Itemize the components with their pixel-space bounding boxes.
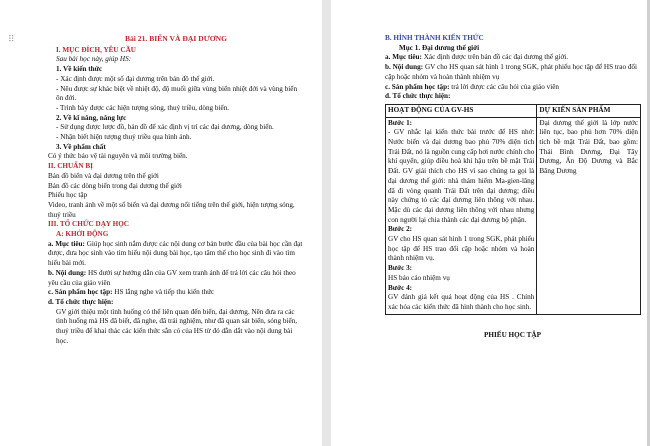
- objective-text: Giúp học sinh nắm được các nội dung cơ bản bước đầu của bài học cần đạt được, đưa học sinh vào tìm hiểu nội dung bài học, tạo tâm thế cho học sinh đi vào tìm hiểu bài mới.: [48, 239, 303, 268]
- step-text: GV đánh giá kết quả hoạt động của HS . Chính xác hóa các kiến thức đã hình thành cho học sinh.: [388, 293, 535, 311]
- warmup-heading: A: KHỞI ĐỘNG: [56, 230, 109, 239]
- objective-paragraph: [385, 53, 640, 63]
- content-label: b. Nội dung:: [48, 268, 87, 277]
- step-text: - GV nhắc lại kiến thức bài trước để HS nhớ: Nước biển và đại dương bao phủ 70% diện tích Trái Đất, nó là nguồn cung cấp hơi nước chính cho khí quyển, giúp điều hoà khí hậu trên bề mặt Trái Đất. GV giải thích cho HS vì sao chúng ta gọi là đại dương thế giới: nhà thám hiểm Ma-gien-lăng đã đi vòng quanh Trái Đất trên đại dương; điều này chứng tỏ các đại dương liên thông với nhau. Mặc dù các đại dương liên thông với nhau nhưng con người lại chia thành các đại dương bộ phận.: [388, 128, 535, 224]
- objective-label: a. Mục tiêu:: [48, 239, 85, 248]
- product-label: c. Sản phẩm học tập:: [385, 82, 450, 91]
- prep-item: Bản đồ biển và đại dương trên thế giới: [48, 171, 159, 180]
- document-page-2: [331, 0, 650, 446]
- knowledge-formation-heading: B. HÌNH THÀNH KIẾN THỨC: [385, 34, 484, 42]
- table-header-product: DỰ KIẾN SẢN PHẨM: [537, 104, 641, 117]
- knowledge-item: - Nêu được sự khác biệt về nhiệt độ, độ muối giữa vùng biển nhiệt đới và vùng biển ôn đới.: [56, 84, 298, 103]
- knowledge-item: - Trình bày được các hiện tượng sóng, thuỷ triều, dòng biển.: [56, 103, 230, 112]
- step-label: Bước 4:: [388, 283, 413, 292]
- knowledge-item: - Xác định được một số đại dương trên bản đồ thế giới.: [56, 74, 215, 83]
- table-header-row: [386, 104, 641, 117]
- step-label: Bước 1:: [388, 118, 413, 127]
- organization-text: GV giới thiệu một tình huống có thể liên quan đến biển, đại dương. Nên đưa ra các tình huống mà HS đã biết, đã nghe, đã trải nghiệm, như đã quan sát biển, sóng biển, thuỷ triều để khai thác các kiến thức sẵn có của HS từ đó dẫn dắt vào nội dung bài học.: [56, 307, 298, 345]
- section-purpose-heading: I. MỤC ĐÍCH, YÊU CẦU: [56, 45, 136, 54]
- qualities-heading: 3. Về phẩm chất: [56, 142, 106, 151]
- organization-label: d. Tổ chức thực hiện:: [48, 297, 114, 306]
- step-label: Bước 3:: [388, 264, 413, 273]
- product-text: trả lời được các câu hỏi của giáo viên: [449, 82, 559, 91]
- worksheet-heading: PHIẾU HỌC TẬP: [484, 330, 541, 339]
- activity-cell: [386, 117, 537, 314]
- prep-item: Phiếu học tập: [48, 191, 88, 200]
- drag-handle-icon[interactable]: ⠿: [8, 35, 15, 45]
- content-label: b. Nội dung:: [385, 63, 424, 72]
- product-paragraph: [385, 83, 640, 93]
- document-page-1: [0, 0, 322, 446]
- prep-item: Video, tranh ảnh về một số biển và đại dương nổi tiếng trên thế giới, hiện tượng sóng, thuỷ triều: [48, 200, 295, 219]
- activity-title: Mục 1. Đại dương thế giới: [399, 43, 480, 52]
- prep-item: Bản đồ các dòng biển trong đại dương thế giới: [48, 181, 182, 190]
- skills-heading: 2. Về kĩ năng, năng lực: [56, 113, 127, 122]
- lesson-title: Bài 21. BIỂN VÀ ĐẠI DƯƠNG: [124, 34, 228, 43]
- knowledge-heading: 1. Về kiến thức: [56, 65, 103, 74]
- product-cell: Đại dương thế giới là lớp nước liên tục, bao phủ hơn 70% diện tích bề mặt Trái Đất, bao gồm: Thái Bình Dương, Đại Tây Dương, Ấn Độ Dương và Bắc Băng Dương: [537, 117, 641, 314]
- step-text: GV cho HS quan sát hình 1 trong SGK, phát phiếu học tập để HS trao đổi cặp hoặc nhóm và hoàn thành nhiệm vụ.: [388, 235, 535, 263]
- product-label: c. Sản phẩm học tập:: [48, 288, 113, 297]
- content-text: GV cho HS quan sát hình 1 trong SGK, phát phiếu học tập để HS trao đổi cặp hoặc nhóm và hoàn thành nhiệm vụ: [385, 63, 638, 81]
- content-text: HS dưới sự hướng dẫn của GV xem tranh ảnh để trả lời các câu hỏi theo yêu cầu của giáo viên: [48, 268, 296, 287]
- qualities-text: Có ý thức bảo vệ tài nguyên và môi trường biển.: [48, 152, 188, 161]
- section-prep-heading: II. CHUẨN BỊ: [48, 162, 93, 171]
- objective-label: a. Mục tiêu:: [385, 53, 422, 62]
- skills-item: - Nhận biết hiện tượng thuỷ triều qua hình ảnh.: [56, 133, 192, 142]
- objective-paragraph: [48, 240, 304, 269]
- section-teaching-heading: III. TỔ CHỨC DẠY HỌC: [48, 220, 129, 229]
- intro-text: Sau bài học này, giúp HS:: [56, 55, 132, 64]
- objective-text: Xác định được trên bản đồ các đại dương thế giới.: [421, 53, 569, 62]
- table-row: [386, 117, 641, 314]
- organization-label: d. Tổ chức thực hiện:: [385, 92, 451, 101]
- content-paragraph: [385, 63, 640, 82]
- activity-table: [385, 104, 641, 315]
- content-paragraph: [48, 269, 304, 288]
- product-paragraph: [48, 288, 304, 298]
- skills-item: - Sử dụng được lược đồ, bản đồ để xác định vị trí các đại dương, dòng biển.: [56, 123, 274, 132]
- step-text: HS báo cáo nhiệm vụ: [388, 273, 450, 282]
- step-label: Bước 2:: [388, 225, 413, 234]
- table-header-activity: HOẠT ĐỘNG CỦA GV-HS: [386, 104, 537, 117]
- product-text: HS lắng nghe và tiếp thu kiến thức: [112, 288, 215, 297]
